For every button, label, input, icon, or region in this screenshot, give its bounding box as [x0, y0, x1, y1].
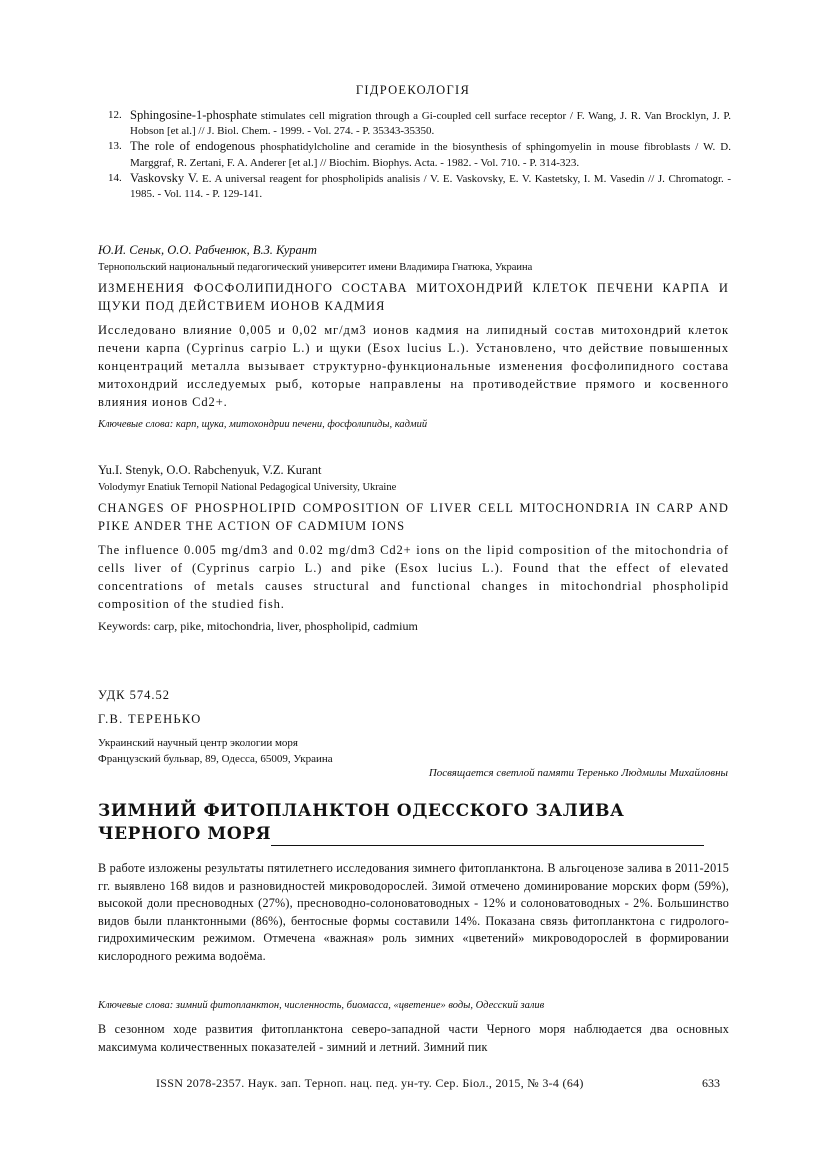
article-affiliation	[98, 736, 333, 767]
russian-abstract	[98, 243, 729, 430]
article-author: Г.В. ТЕРЕНЬКО	[98, 712, 202, 726]
title-line-2	[98, 823, 718, 846]
reference-number: 14.	[108, 171, 122, 184]
english-abstract	[98, 463, 729, 634]
en-affiliation: Volodymyr Enatiuk Ternopil National Pedagogical University, Ukraine	[98, 482, 397, 493]
ru-keywords: Ключевые слова: карп, щука, митохондрии печени, фосфолипиды, кадмий	[98, 419, 428, 430]
title-line-text: ЧЕРНОГО МОРЯ	[98, 824, 272, 844]
affiliation-line: Французский бульвар, 89, Одесса, 65009, Украина	[98, 752, 333, 765]
article-abstract: В работе изложены результаты пятилетнего исследования зимнего фитопланктона. В альгоценозе залива в 2011-2015 гг. выявлено 168 видов и разновидностей микроводорослей. Зимой отмечено доминирование морских форм (59%), высокой доли пресноводных (27%), пресноводно-солоноватоводных - 12% и солоноватоводных - 2%. Большинство видов были планктонными (86%), бентосные формы составили 14%. Показана связь фитопланктона с гидролого-гидрохимическим режимом. Отмечена «важная» роль зимних «цветений» микроводорослей в формировании кислородного режима водоёма.	[98, 861, 729, 963]
ru-authors: Ю.И. Сеньк, О.О. Рабченюк, В.З. Курант	[98, 243, 317, 257]
footer-citation: ISSN 2078-2357. Наук. зап. Терноп. нац. пед. ун-ту. Сер. Біол., 2015, № 3-4 (64)	[156, 1076, 584, 1090]
en-keywords: Keywords: carp, pike, mitochondria, liver, phospholipid, cadmium	[98, 619, 418, 633]
title-line: ЗИМНИЙ ФИТОПЛАНКТОН ОДЕССКОГО ЗАЛИВА	[98, 801, 625, 821]
reference-number: 12.	[108, 109, 122, 121]
en-abstract-text: The influence 0.005 mg/dm3 and 0.02 mg/dm3 Cd2+ ions on the lipid composition of the mitochondria of cells liver of (Cyprinus carpio L.) and pike (Esox lucius L.). Found that the effect of elevated concentrations of metals causes structural and functional changes in mitochondrial phospholipid composition of the studied fish.	[98, 543, 729, 611]
affiliation-line: Украинский научный центр экологии моря	[98, 737, 298, 749]
reference-lead: Sphingosine-1-phosphate	[130, 108, 258, 122]
article-body: В сезонном ходе развития фитопланктона северо-западной части Черного моря наблюдается два основных максимума количественных показателей - зимний и летний. Зимний пик	[98, 1022, 729, 1054]
reference-item	[96, 108, 731, 139]
running-header: ГІДРОЕКОЛОГІЯ	[355, 83, 471, 97]
reference-text: phosphatidylcholine and ceramide in the biosynthesis of sphingomyelin in mouse fibroblasts / W. D. Marggraf, R. Zertani, F. A. Anderer [et al.] // Biochim. Biophys. Acta. - 1982. - Vol. 710. - P. 314-323.	[130, 141, 731, 169]
en-authors: Yu.I. Stenyk, O.O. Rabchenyuk, V.Z. Kurant	[98, 463, 322, 477]
ru-affiliation: Тернопольский национальный педагогический университет имени Владимира Гнатюка, Украина	[98, 262, 533, 273]
reference-lead: The role of endogenous	[130, 139, 256, 154]
reference-list	[96, 108, 731, 202]
reference-lead: Vaskovsky V.	[130, 170, 199, 185]
udk-code: УДК 574.52	[98, 688, 170, 702]
page-number: 633	[702, 1076, 720, 1090]
reference-item	[96, 171, 731, 202]
title-underline	[271, 827, 704, 846]
article-keywords: Ключевые слова: зимний фитопланктон, численность, биомасса, «цветение» воды, Одесский залив	[98, 1000, 545, 1011]
article-title	[98, 800, 718, 846]
reference-text: E. A universal reagent for phospholipids analisis / V. E. Vaskovsky, E. V. Kastetsky, I. M. Vasedin // J. Chromatogr. - 1985. - Vol. 114. - P. 129-141.	[130, 172, 732, 201]
ru-title: ИЗМЕНЕНИЯ ФОСФОЛИПИДНОГО СОСТАВА МИТОХОНДРИЙ КЛЕТОК ПЕЧЕНИ КАРПА И ЩУКИ ПОД ДЕЙСТВИЕМ ИОНОВ КАДМИЯ	[98, 281, 729, 313]
reference-text: stimulates cell migration through a Gi-coupled cell surface receptor / F. Wang, J. R. Van Brocklyn, J. P. Hobson [et al.] // J. Biol. Chem. - 1999. - Vol. 274. - P. 35343-35350.	[130, 110, 731, 138]
dedication: Посвящается светлой памяти Теренько Людмилы Михайловны	[428, 767, 728, 779]
en-title: CHANGES OF PHOSPHOLIPID COMPOSITION OF LIVER CELL MITOCHONDRIA IN CARP AND PIKE ANDER THE ACTION OF CADMIUM IONS	[98, 501, 729, 533]
ru-abstract-text: Исследовано влияние 0,005 и 0,02 мг/дм3 ионов кадмия на липидный состав митохондрий клеток печени карпа (Cyprinus carpio L.) и щуки (Esox lucius L.). Установлено, что действие повышенных концентраций металла вызывает структурно-функциональные изменения фосфолипидного состава митохондрий исследуемых рыб, которые направлены на противодействие прямого и косвенного влияния ионов Cd2+.	[98, 323, 729, 409]
reference-number: 13.	[108, 140, 122, 153]
reference-item	[96, 139, 731, 170]
